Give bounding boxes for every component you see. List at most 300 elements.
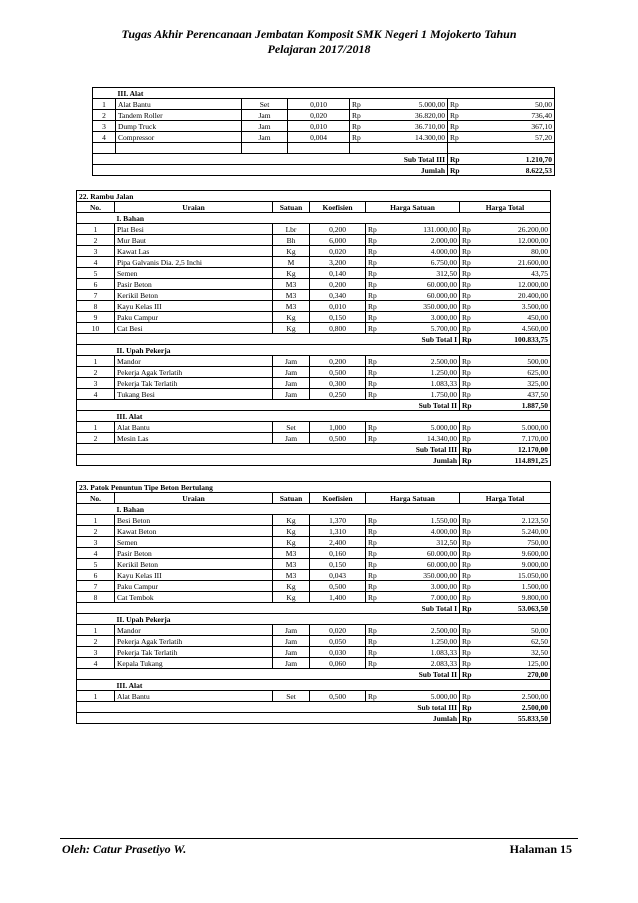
table-cell: Jam [273,433,310,444]
section-label: III. Alat [116,88,555,99]
table-cell: Jam [273,356,310,367]
table-cell: Jam [273,647,310,658]
table-cell: Rp [460,559,476,570]
table-cell: 26.200,00 [476,224,551,235]
table-cell: Mesin Las [115,433,273,444]
table-cell [77,702,366,713]
blank-row [93,143,555,154]
table-cell: Rp [460,581,476,592]
table-cell: Kerikil Beton [115,559,273,570]
table-cell: Rp [460,537,476,548]
table-cell: M3 [273,301,310,312]
table-cell: M3 [273,290,310,301]
table-cell [77,345,115,356]
section-label: II. Upah Pekerja [115,345,551,356]
table-cell: Rp [460,647,476,658]
table-cell: 2 [77,636,115,647]
table-row [77,312,551,323]
header-line-1: Tugas Akhir Perencanaan Jembatan Komposit SMK Negeri 1 Mojokerto Tahun [121,27,517,41]
table-cell: Kerikil Beton [115,290,273,301]
table-row [93,110,555,121]
table-cell: Alat Bantu [115,422,273,433]
table-cell: Rp [366,367,382,378]
table-row [77,378,551,389]
table-cell: 4.000,00 [382,246,460,257]
table-cell: Rp [366,301,382,312]
total-currency: Rp [460,669,476,680]
table-cell: Jam [242,110,288,121]
table-cell: Kg [273,537,310,548]
table-cell: 4 [93,132,116,143]
total-label: Sub Total I [366,334,460,345]
table-cell: Rp [366,389,382,400]
table-cell [77,669,366,680]
table-cell: 0,010 [288,99,350,110]
col-header-harga-total: Harga Total [460,202,551,213]
table-cell [350,143,366,154]
table-cell [77,334,366,345]
table-cell: 36.820,00 [366,110,448,121]
table-row [77,367,551,378]
table-cell [288,143,350,154]
table-cell: Jam [273,625,310,636]
table-cell: Rp [366,290,382,301]
table-cell: Pipa Galvanis Dia. 2,5 Inchi [115,257,273,268]
table-cell: 0,300 [310,378,366,389]
table-cell [77,411,115,422]
table-cell: 2.500,00 [382,356,460,367]
total-value: 1.210,70 [464,154,555,165]
table-cell: 3.500,00 [476,301,551,312]
table-cell: Cat Tembok [115,592,273,603]
table-cell: Rp [460,515,476,526]
section-row [93,88,555,99]
section-row [77,504,551,515]
table-cell: 36.710,00 [366,121,448,132]
table-cell: M [273,257,310,268]
table-cell: Rp [460,268,476,279]
total-value: 270,00 [476,669,551,680]
table-cell: Rp [460,301,476,312]
table-row [77,636,551,647]
table-cell: 0,010 [288,121,350,132]
table-row [77,515,551,526]
table-cell [77,680,115,691]
table-cell: Rp [460,257,476,268]
table-cell: 1 [77,625,115,636]
col-header-satuan: Satuan [273,493,310,504]
table-cell: 7.000,00 [382,592,460,603]
table-row [77,422,551,433]
table-cell: Kg [273,246,310,257]
table-cell: Rp [366,537,382,548]
table-cell: 7.170,00 [476,433,551,444]
total-label: Sub Total II [366,400,460,411]
total-currency: Rp [460,702,476,713]
subtotal-row [93,154,555,165]
table-cell: Rp [366,526,382,537]
table-cell: Rp [460,290,476,301]
table-cell: 1,000 [310,422,366,433]
table-row [77,389,551,400]
table-cell: Rp [366,279,382,290]
table-cell: 3 [93,121,116,132]
table-cell: 1.550,00 [382,515,460,526]
table-cell: 2 [77,433,115,444]
table-cell: 0,150 [310,312,366,323]
col-header-satuan: Satuan [273,202,310,213]
table-cell: 50,00 [464,99,555,110]
table-cell: Rp [366,658,382,669]
table-cell: Rp [460,356,476,367]
table-cell: Kg [273,268,310,279]
table-cell: Rp [448,132,464,143]
table-cell: Rp [448,110,464,121]
section-label: III. Alat [115,680,551,691]
col-header-koefisien: Koefisien [310,493,366,504]
table-cell: Rp [460,367,476,378]
table-cell: 1.250,00 [382,636,460,647]
table-cell: 1.750,00 [382,389,460,400]
table-cell: Rp [366,625,382,636]
col-header-harga-satuan: Harga Satuan [366,202,460,213]
table-cell: 367,10 [464,121,555,132]
table-row [77,581,551,592]
col-header-no: No. [77,493,115,504]
total-label: Sub Total III [350,154,448,165]
total-value: 114.891,25 [476,455,551,466]
table-cell: Jam [242,121,288,132]
table-cell: 0,200 [310,356,366,367]
table-cell: 625,00 [476,367,551,378]
total-currency: Rp [460,455,476,466]
table-cell: Rp [460,691,476,702]
table-cell: Rp [448,99,464,110]
table-cell: 0,500 [310,581,366,592]
table-cell: 750,00 [476,537,551,548]
table-cell: 0,020 [310,625,366,636]
table-alat-continued [92,87,555,176]
table-cell: 0,800 [310,323,366,334]
table-cell: 4 [77,548,115,559]
table-cell: Rp [366,548,382,559]
table-cell [77,455,366,466]
table-cell [77,713,366,724]
table-cell: Rp [460,570,476,581]
table-cell: Rp [460,224,476,235]
table-cell: 3 [77,647,115,658]
jumlah-row [77,455,551,466]
table-cell: Rp [366,312,382,323]
table-title-row [77,191,551,202]
table-cell: 6 [77,279,115,290]
table-cell: Jam [273,367,310,378]
table-header-row [77,493,551,504]
table-cell: Pasir Beton [115,279,273,290]
total-label: Sub total III [366,702,460,713]
table-row [77,658,551,669]
table-cell: Rp [350,132,366,143]
table-cell: Kawat Beton [115,526,273,537]
table-cell: Rp [366,515,382,526]
table-cell: Rp [366,268,382,279]
table-cell: 4.560,00 [476,323,551,334]
table-cell: 20.400,00 [476,290,551,301]
table-cell: 0,030 [310,647,366,658]
table-cell: Rp [366,378,382,389]
table-cell: Rp [460,246,476,257]
table-cell: 0,160 [310,548,366,559]
table-row [77,592,551,603]
table-cell: Plat Besi [115,224,273,235]
table-cell: 0,200 [310,224,366,235]
col-header-koefisien: Koefisien [310,202,366,213]
table-cell: 9 [77,312,115,323]
table-cell: 12.000,00 [476,235,551,246]
table-cell: 0,250 [310,389,366,400]
section-row [77,614,551,625]
table-cell: 14.340,00 [382,433,460,444]
table-cell: Jam [273,378,310,389]
table-cell: Kayu Kelas III [115,570,273,581]
table-cell: Rp [366,356,382,367]
table-cell: Mur Baut [115,235,273,246]
table-cell [93,154,350,165]
section-label: II. Upah Pekerja [115,614,551,625]
total-currency: Rp [460,400,476,411]
table-cell: Kg [273,592,310,603]
subtotal-row [77,334,551,345]
table-cell [448,143,464,154]
table-cell: 325,00 [476,378,551,389]
total-currency: Rp [448,154,464,165]
table-cell: 312,50 [382,537,460,548]
table-cell: 9.800,00 [476,592,551,603]
table-cell [116,143,242,154]
table-rambu-jalan [76,190,551,466]
table-cell: 2.123,50 [476,515,551,526]
table-title-row [77,482,551,493]
table-cell: 3 [77,537,115,548]
table-cell: Pekerja Tak Terlatih [115,647,273,658]
table-cell: Dump Truck [116,121,242,132]
table-cell [77,213,115,224]
table-cell: Rp [366,636,382,647]
table-cell: Rp [350,99,366,110]
table-cell: 0,004 [288,132,350,143]
table-row [77,268,551,279]
total-value: 2.500,00 [476,702,551,713]
table-cell: Cat Besi [115,323,273,334]
table-cell: Rp [366,647,382,658]
table-cell: 2.500,00 [476,691,551,702]
table-cell: M3 [273,548,310,559]
table-cell: 1,370 [310,515,366,526]
table-cell: 2 [77,235,115,246]
table-cell: 0,500 [310,433,366,444]
table-cell: Rp [366,323,382,334]
header-line-2: Pelajaran 2017/2018 [267,42,371,56]
table-cell: Rp [460,548,476,559]
footer-author: Oleh: Catur Prasetiyo W. [62,842,187,856]
table-cell: Paku Campur [115,581,273,592]
table-cell: 500,00 [476,356,551,367]
table-cell: Rp [460,592,476,603]
table-cell: Rp [460,422,476,433]
table-cell: 9.000,00 [476,559,551,570]
table-row [77,224,551,235]
table-cell: Rp [448,121,464,132]
table-cell: 736,40 [464,110,555,121]
table-cell: 1,400 [310,592,366,603]
table-row [77,537,551,548]
table-cell: Rp [366,592,382,603]
table-row [93,121,555,132]
table-cell: 6.750,00 [382,257,460,268]
table-cell: 43,75 [476,268,551,279]
table-cell: Bh [273,235,310,246]
table-cell: Rp [350,121,366,132]
table-cell: Rp [460,433,476,444]
table-cell: 57,20 [464,132,555,143]
table-cell: Rp [460,279,476,290]
table-cell: 0,500 [310,367,366,378]
table-cell: 5.000,00 [382,691,460,702]
section-row [77,213,551,224]
table-row [77,691,551,702]
table-row [77,279,551,290]
table-cell: 3.000,00 [382,581,460,592]
col-header-harga-satuan: Harga Satuan [366,493,460,504]
col-header-uraian: Uraian [115,202,273,213]
table-cell: 6,000 [310,235,366,246]
table-cell: 8 [77,301,115,312]
table-cell: 1 [77,356,115,367]
table-cell: 5.000,00 [476,422,551,433]
table-cell: 6 [77,570,115,581]
table-cell: 131.000,00 [382,224,460,235]
table-cell: Rp [366,559,382,570]
table-cell: Jam [273,389,310,400]
table-cell: 1.083,33 [382,647,460,658]
table-cell: 5 [77,559,115,570]
table-cell: 0,150 [310,559,366,570]
table-patok-penuntun [76,481,551,724]
table-cell [77,614,115,625]
table-cell: Rp [366,246,382,257]
table-cell: Rp [366,257,382,268]
table-cell [77,444,366,455]
total-label: Sub Total I [366,603,460,614]
table-cell: 450,00 [476,312,551,323]
table-cell: Pekerja Agak Terlatih [115,636,273,647]
table-cell: Rp [366,691,382,702]
table-cell: Compressor [116,132,242,143]
table-cell: 3 [77,378,115,389]
table-cell: 2.000,00 [382,235,460,246]
table-row [77,647,551,658]
table-header-row [77,202,551,213]
table-cell: 4 [77,389,115,400]
table-cell: Kawat Las [115,246,273,257]
table-cell: Set [273,691,310,702]
table-cell [93,165,350,176]
table-row [77,356,551,367]
table-cell: Kg [273,323,310,334]
table-cell: Kg [273,581,310,592]
table-cell: M3 [273,559,310,570]
table-cell: 1 [77,691,115,702]
table-cell: Kg [273,526,310,537]
table-cell: Lbr [273,224,310,235]
table-cell: Jam [273,636,310,647]
table-cell: Tandem Roller [116,110,242,121]
total-currency: Rp [460,334,476,345]
table-cell: Rp [460,658,476,669]
table-cell [242,143,288,154]
table-cell: Rp [460,312,476,323]
table-row [77,290,551,301]
section-label: I. Bahan [115,504,551,515]
table-cell: 4.000,00 [382,526,460,537]
total-value: 100.833,75 [476,334,551,345]
table-cell: Rp [460,389,476,400]
table-cell: 3 [77,246,115,257]
table-title: 23. Patok Penuntun Tipe Beton Bertulang [77,482,551,493]
table-title: 22. Rambu Jalan [77,191,551,202]
table-cell: 60.000,00 [382,559,460,570]
table-cell: 125,00 [476,658,551,669]
table-cell: 14.300,00 [366,132,448,143]
table-cell: 0,140 [310,268,366,279]
table-cell: 5.700,00 [382,323,460,334]
table-cell: 1 [77,224,115,235]
total-value: 55.833,50 [476,713,551,724]
subtotal-row [77,444,551,455]
table-cell: 21.600,00 [476,257,551,268]
table-cell: Kayu Kelas III [115,301,273,312]
total-value: 8.622,53 [464,165,555,176]
table-cell: 2 [77,367,115,378]
total-value: 1.887,50 [476,400,551,411]
table-cell: Jam [273,658,310,669]
table-row [93,132,555,143]
table-cell: Kg [273,515,310,526]
table-cell: 0,010 [310,301,366,312]
table-cell: Rp [460,378,476,389]
total-label: Jumlah [366,713,460,724]
table-cell [366,143,448,154]
table-row [77,526,551,537]
table-cell: Pasir Beton [115,548,273,559]
table-cell: Alat Bantu [116,99,242,110]
table-row [77,625,551,636]
table-cell: 2 [77,526,115,537]
table-cell: 12.000,00 [476,279,551,290]
table-cell: 10 [77,323,115,334]
section-label: III. Alat [115,411,551,422]
table-cell: 3.000,00 [382,312,460,323]
table-row [77,235,551,246]
table-cell: Rp [460,636,476,647]
table-cell: 4 [77,658,115,669]
footer-divider [60,838,578,839]
table-cell: Rp [366,224,382,235]
table-row [77,257,551,268]
table-cell: 5.000,00 [382,422,460,433]
table-cell: Paku Campur [115,312,273,323]
table-cell: 437,50 [476,389,551,400]
